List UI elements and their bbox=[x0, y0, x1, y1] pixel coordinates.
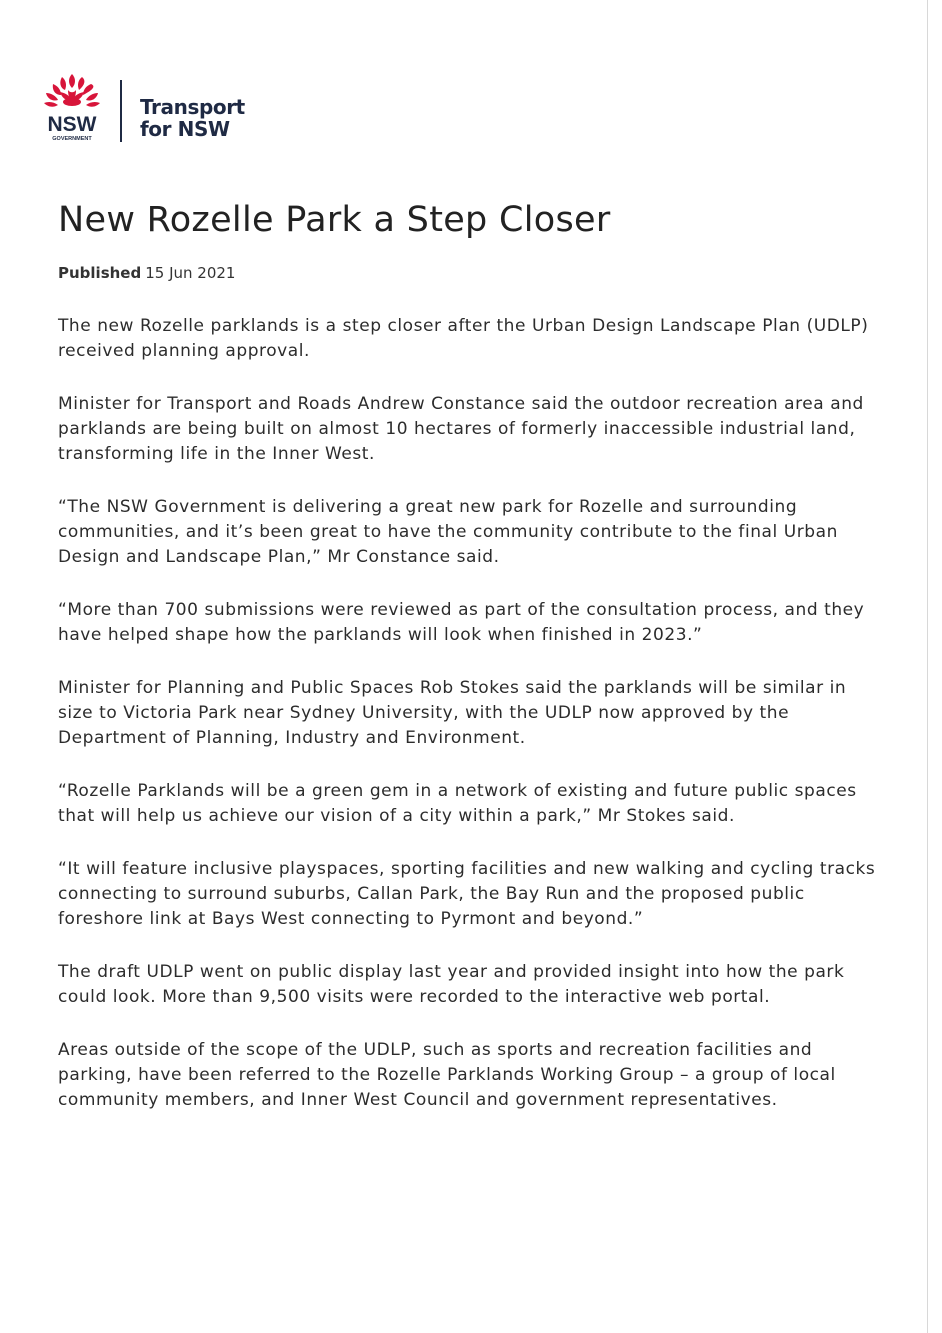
article-title: New Rozelle Park a Step Closer bbox=[58, 200, 611, 240]
government-logo-text: GOVERNMENT bbox=[52, 136, 92, 142]
waratah-icon bbox=[38, 68, 114, 148]
article-paragraph: Minister for Planning and Public Spaces Rob Stokes said the parklands will be similar in size to Victoria Park near Sydney University, with the UDLP now approved by the Department of Planning, Industry and Environment. bbox=[58, 678, 847, 748]
logo-divider bbox=[120, 80, 122, 142]
article-paragraph: “The NSW Government is delivering a great new park for Rozelle and surrounding communities, and it’s been great to have the community contribute to the final Urban Design and Landscape Plan,” Mr Constance said. bbox=[58, 497, 838, 567]
article-paragraph: Minister for Transport and Roads Andrew Constance said the outdoor recreation area and parklands are being built on almost 10 hectares of formerly inaccessible industrial land, transforming life in the Inner West. bbox=[58, 394, 864, 464]
nsw-government-logo bbox=[38, 68, 114, 148]
transport-for-nsw-wordmark bbox=[140, 96, 245, 140]
article-paragraph: The new Rozelle parklands is a step closer after the Urban Design Landscape Plan (UDLP) received planning approval. bbox=[58, 316, 869, 361]
article-paragraph: “More than 700 submissions were reviewed as part of the consultation process, and they have helped shape how the parklands will look when finished in 2023.” bbox=[58, 600, 865, 645]
article-paragraph: “Rozelle Parklands will be a green gem in a network of existing and future public spaces that will help us achieve our vision of a city within a park,” Mr Stokes said. bbox=[58, 781, 857, 826]
article-paragraph: The draft UDLP went on public display last year and provided insight into how the park could look. More than 9,500 visits were recorded to the interactive web portal. bbox=[58, 962, 845, 1007]
article-paragraph: “It will feature inclusive playspaces, sporting facilities and new walking and cycling tracks connecting to surround suburbs, Callan Park, the Bay Run and the proposed public foreshore link at Bays West connecting to Pyrmont and beyond.” bbox=[58, 859, 876, 929]
published-date: 15 Jun 2021 bbox=[145, 264, 236, 282]
published-line bbox=[58, 264, 235, 282]
article-body bbox=[58, 314, 878, 1141]
article-paragraph: Areas outside of the scope of the UDLP, such as sports and recreation facilities and parking, have been referred to the Rozelle Parklands Working Group – a group of local community members, and Inner West Council and government representatives. bbox=[58, 1040, 836, 1110]
header bbox=[38, 68, 245, 148]
nsw-logo-text: NSW bbox=[47, 113, 97, 136]
brand-line-1: Transport bbox=[140, 95, 245, 119]
brand-line-2: for NSW bbox=[140, 117, 230, 141]
page-edge-line bbox=[927, 0, 928, 1333]
published-label: Published bbox=[58, 264, 142, 282]
